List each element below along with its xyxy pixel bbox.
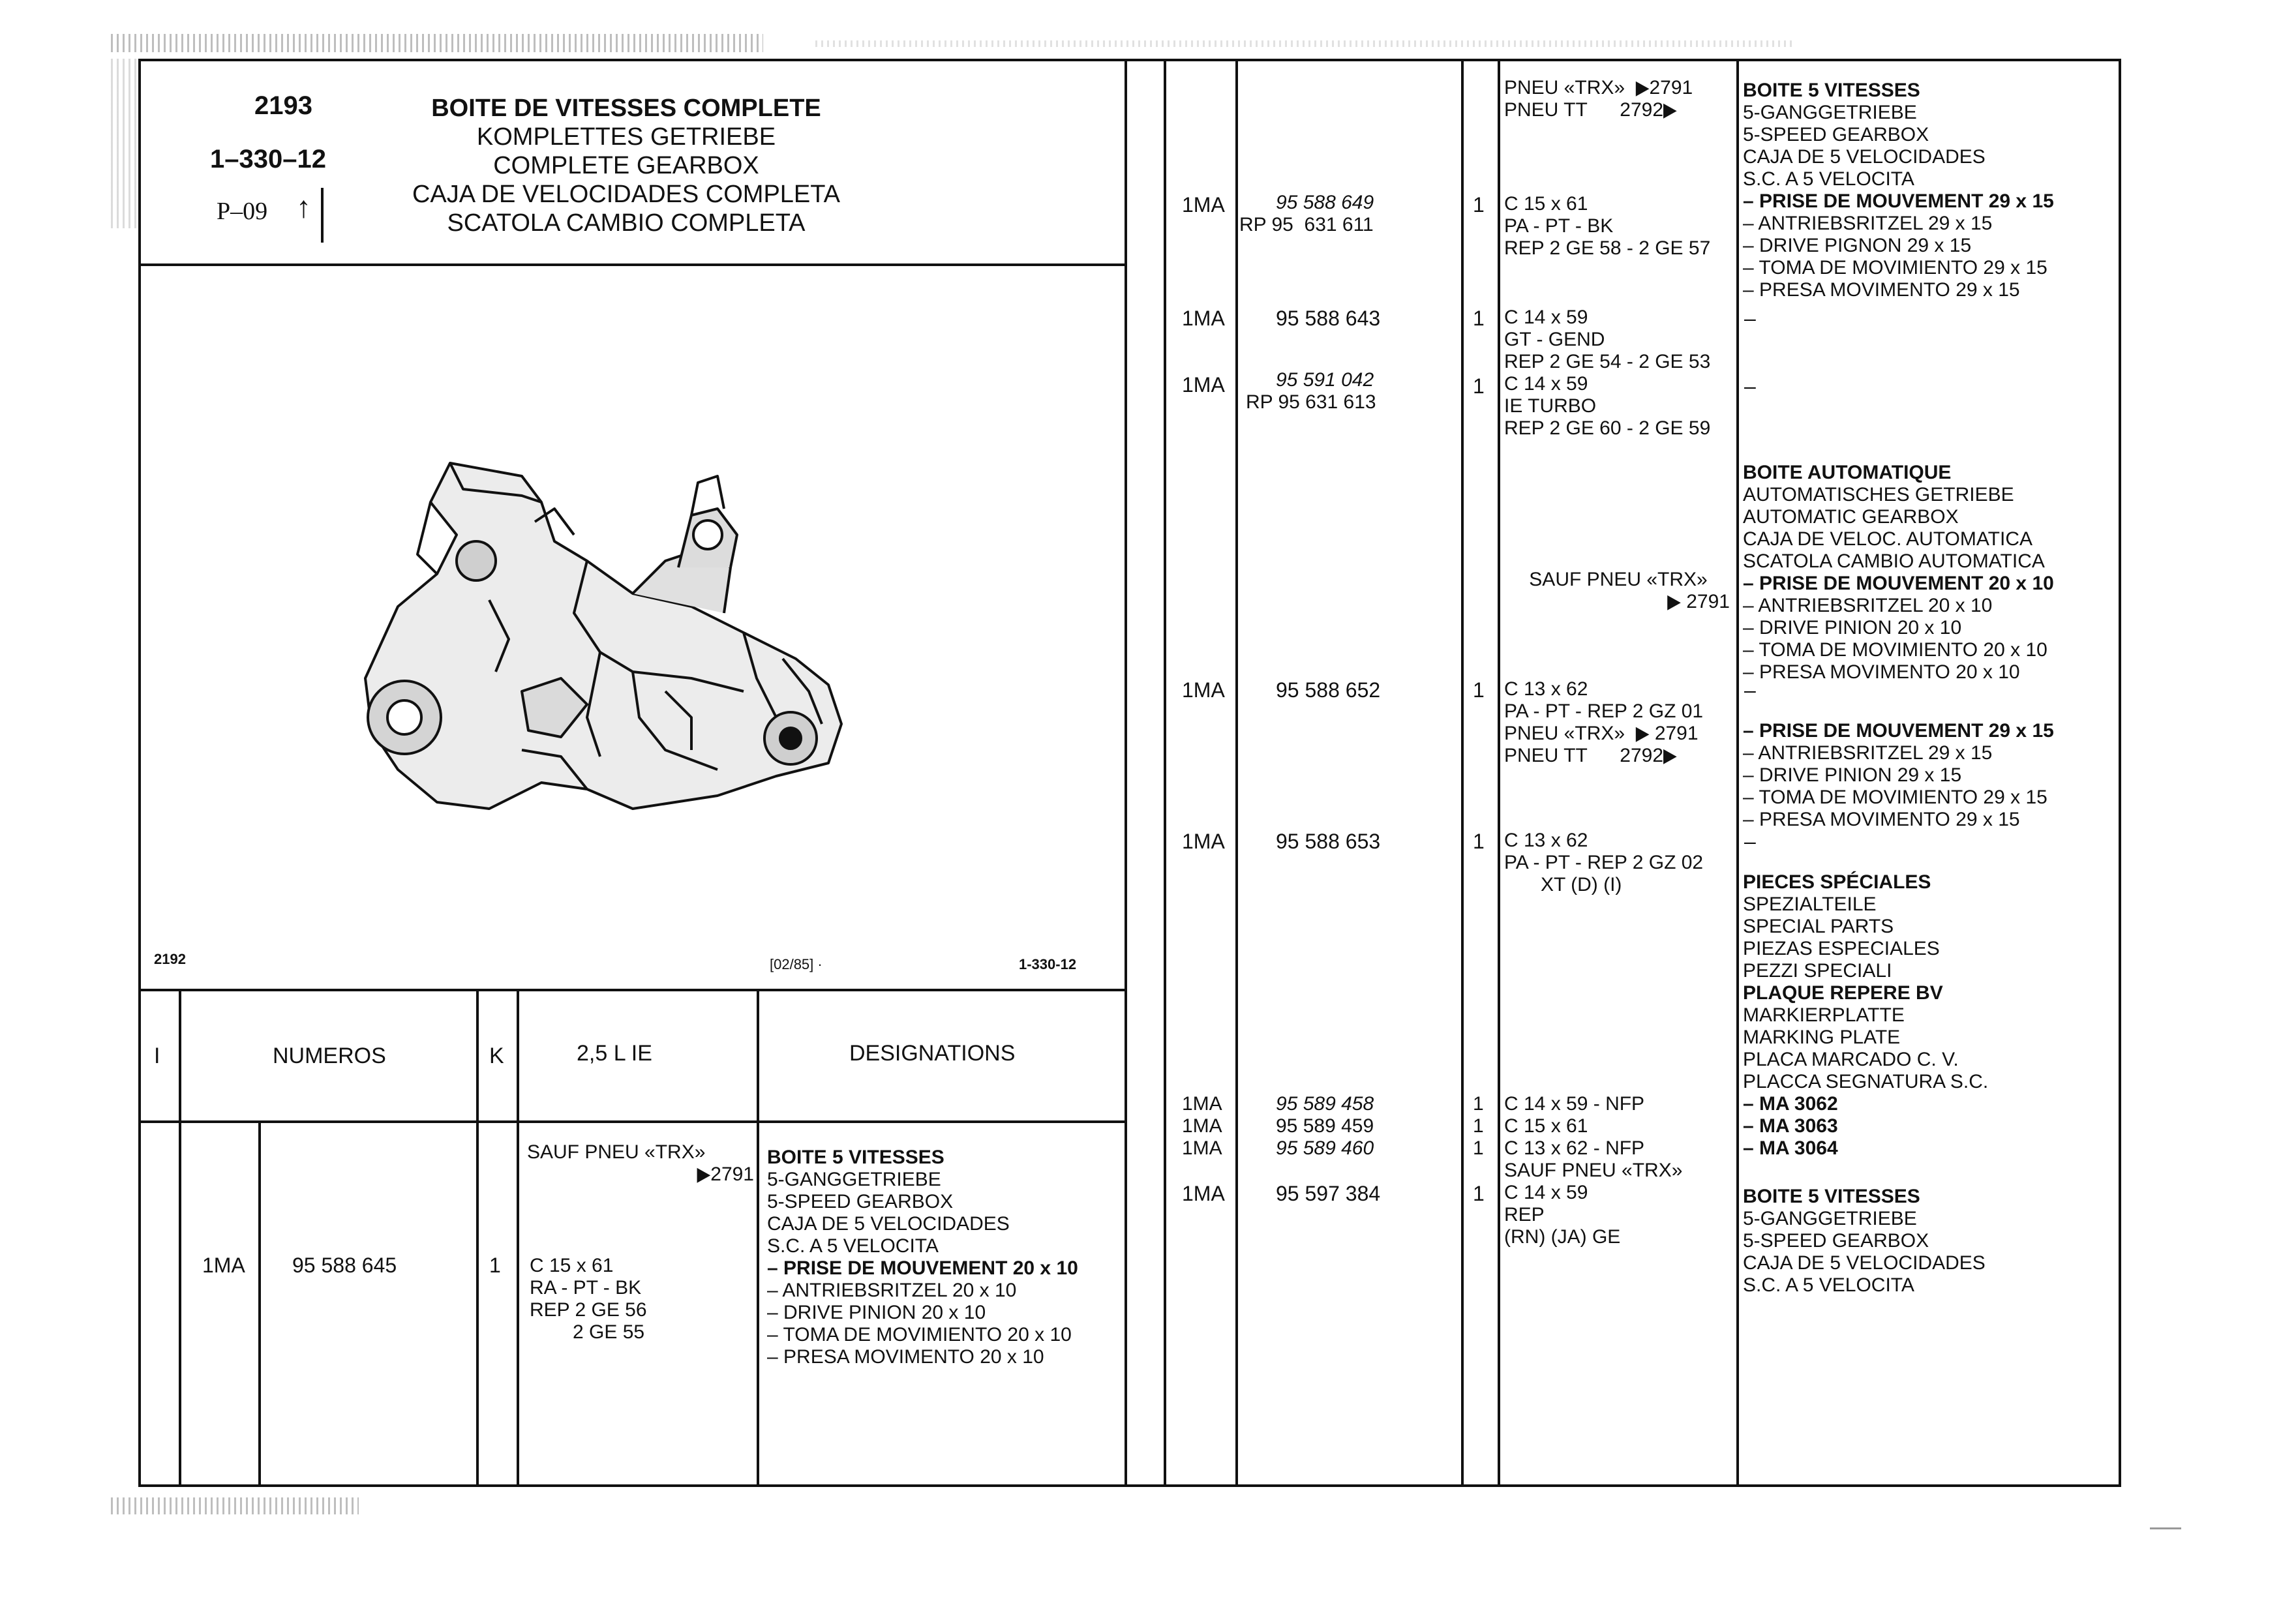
part-remarks — [1504, 373, 1732, 440]
designation-line: – ANTRIEBSRITZEL 29 x 15 — [1743, 213, 1993, 234]
designation-line: – MA 3062 — [1743, 1093, 1838, 1115]
designation-line: 5-SPEED GEARBOX — [1743, 1230, 1929, 1252]
part-code: 1MA — [1182, 1115, 1222, 1137]
designation-line: CAJA DE 5 VELOCIDADES — [1743, 1252, 1986, 1274]
designation-line: – ANTRIEBSRITZEL 20 x 10 — [1743, 595, 1993, 616]
designation-dash: – — [1744, 678, 1756, 702]
scan-noise-bottom — [111, 1497, 359, 1514]
part-remarks — [1504, 1182, 1732, 1248]
left-panel-right-border — [1125, 59, 1127, 1487]
plate-numbers — [1276, 1093, 1458, 1160]
row4-designation — [1743, 720, 2121, 831]
title-de: KOMPLETTES GETRIEBE — [476, 123, 776, 151]
title-es: CAJA DE VELOCIDADES COMPLETA — [412, 181, 841, 208]
part-qty: 1 — [1473, 1115, 1484, 1137]
designation-title: PIECES SPÉCIALES — [1743, 871, 1931, 893]
designation-line: – TOMA DE MOVIMIENTO 29 x 15 — [1743, 787, 2047, 808]
part-code: 1MA — [202, 1254, 245, 1277]
part-qty: 1 — [489, 1254, 501, 1277]
designation-title: PLAQUE REPERE BV — [1743, 982, 1943, 1004]
part-code: 1MA — [1182, 193, 1225, 217]
remark-line: C 14 x 59 — [1504, 1182, 1588, 1203]
designation-line: PIEZAS ESPECIALES — [1743, 938, 1940, 959]
part-code: 1MA — [1182, 1137, 1222, 1159]
title-it: SCATOLA CAMBIO COMPLETA — [447, 209, 806, 237]
designation-line: 5-GANGGETRIEBE — [1743, 1208, 1917, 1229]
right-col-sep-2 — [1235, 59, 1238, 1487]
right-top-designation — [1743, 80, 2121, 301]
remark-line: PA - PT - BK — [1504, 215, 1614, 237]
designation-line: – PRISE DE MOUVEMENT 20 x 10 — [767, 1257, 1078, 1279]
part-qty: 1 — [1473, 1137, 1484, 1159]
designation-line: PLACCA SEGNATURA S.C. — [1743, 1071, 1989, 1092]
remark-line: C 13 x 62 — [1504, 678, 1588, 700]
last-designation — [1743, 1186, 2121, 1297]
designation-line: – ANTRIEBSRITZEL 29 x 15 — [1743, 742, 1993, 764]
designation-line: 5-GANGGETRIEBE — [1743, 102, 1917, 123]
designation-line: AUTOMATISCHES GETRIEBE — [1743, 484, 2014, 505]
replacement-number: RP 95 631 611 — [1239, 214, 1374, 235]
designation-title: BOITE 5 VITESSES — [767, 1147, 944, 1168]
part-number: 95 597 384 — [1276, 1182, 1381, 1205]
designation-line: – TOMA DE MOVIMIENTO 20 x 10 — [1743, 639, 2047, 661]
part-qty: 1 — [1473, 678, 1485, 702]
designation-line: SPECIAL PARTS — [1743, 916, 1894, 937]
remark-line: C 13 x 62 — [1504, 830, 1588, 851]
designation-line: – DRIVE PINION 20 x 10 — [767, 1302, 986, 1323]
part-code: 1MA — [1182, 1093, 1222, 1115]
part-remarks — [530, 1255, 751, 1344]
remark-line: PNEU «TRX» ▶ 2791 — [1504, 723, 1699, 744]
designation-line: – TOMA DE MOVIMIENTO 29 x 15 — [1743, 257, 2047, 278]
remark-line: PNEU TT 2792▶ — [1504, 99, 1677, 121]
part-qty: 1 — [1473, 1182, 1485, 1205]
part-number: 95 589 459 — [1276, 1115, 1374, 1137]
scan-noise-top-right — [815, 40, 1794, 47]
right-top-remarks — [1504, 77, 1732, 121]
designation-line: – PRESA MOVIMENTO 20 x 10 — [767, 1346, 1044, 1368]
col-header-designations: DESIGNATIONS — [849, 1041, 1016, 1066]
condition-ref: ▶2791 — [697, 1164, 754, 1185]
col-header-numeros: NUMEROS — [273, 1044, 386, 1068]
remark-line: C 15 x 61 — [1504, 1115, 1588, 1137]
figure-number: 2193 — [254, 91, 312, 120]
right-col-sep-4 — [1498, 59, 1500, 1487]
plate-designations — [1743, 1093, 2121, 1160]
designation-line: – PRISE DE MOUVEMENT 29 x 15 — [1743, 190, 2054, 212]
scan-noise-left — [111, 59, 137, 228]
remark-line: 2 GE 55 — [573, 1321, 645, 1343]
designation-line: – PRISE DE MOUVEMENT 29 x 15 — [1743, 720, 2054, 742]
designation-dash: – — [1744, 307, 1756, 330]
part-number: 95 588 653 — [1276, 830, 1381, 853]
designation-line: – ANTRIEBSRITZEL 20 x 10 — [767, 1280, 1017, 1301]
col-header-i: I — [154, 1044, 160, 1068]
illustration-bottom-rule — [138, 989, 1127, 991]
part-remarks — [1504, 193, 1732, 260]
part-number: 95 589 460 — [1276, 1137, 1374, 1159]
designation-line: 5-SPEED GEARBOX — [1743, 124, 1929, 145]
left-col-sep-1 — [179, 989, 181, 1487]
part-remarks — [1504, 678, 1732, 767]
part-designation — [767, 1147, 1119, 1368]
remark-line: C 14 x 59 — [1504, 307, 1588, 328]
designation-title: BOITE 5 VITESSES — [1743, 80, 1920, 101]
designation-line: CAJA DE 5 VELOCIDADES — [767, 1213, 1010, 1235]
remark-line: XT (D) (I) — [1541, 874, 1622, 895]
left-col-sep-2 — [258, 1120, 261, 1487]
part-code: 1MA — [1182, 830, 1225, 853]
designation-line: MARKING PLATE — [1743, 1027, 1901, 1048]
remark-line: C 14 x 59 — [1504, 373, 1588, 395]
part-qty: 1 — [1473, 193, 1485, 217]
condition-text: SAUF PNEU «TRX» — [1504, 1160, 1683, 1181]
remark-line: C 15 x 61 — [530, 1255, 614, 1276]
remark-line: C 14 x 59 - NFP — [1504, 1093, 1645, 1115]
part-number: 95 588 649 — [1276, 192, 1374, 213]
designation-line: S.C. A 5 VELOCITA — [1743, 1274, 1914, 1296]
condition-text: SAUF PNEU «TRX» — [527, 1141, 706, 1163]
part-code: 1MA — [1182, 373, 1225, 397]
plate-codes — [1182, 1093, 1234, 1160]
remark-line: PNEU «TRX» ▶2791 — [1504, 77, 1693, 98]
remark-line: PA - PT - REP 2 GZ 02 — [1504, 852, 1704, 873]
designation-line: SPEZIALTEILE — [1743, 894, 1877, 915]
designation-line: PLACA MARCADO C. V. — [1743, 1049, 1959, 1070]
designation-line: – PRESA MOVIMENTO 29 x 15 — [1743, 279, 2020, 301]
part-condition — [527, 1141, 754, 1186]
illustration-date-stamp: [02/85] · — [770, 956, 823, 972]
designation-line: CAJA DE VELOC. AUTOMATICA — [1743, 528, 2032, 550]
part-remarks — [1504, 830, 1732, 896]
automatic-designation — [1743, 462, 2121, 683]
designation-line: – PRESA MOVIMENTO 29 x 15 — [1743, 809, 2020, 830]
plate-qtys — [1473, 1093, 1492, 1160]
remark-line: REP 2 GE 58 - 2 GE 57 — [1504, 237, 1711, 259]
designation-line: – MA 3064 — [1743, 1137, 1838, 1159]
illustration-ref-left: 2192 — [154, 951, 186, 967]
remark-line: GT - GEND — [1504, 329, 1605, 350]
special-parts-designation — [1743, 871, 2121, 1093]
group-bracket — [321, 188, 324, 243]
part-qty: 1 — [1473, 307, 1485, 330]
reference-number: 1–330–12 — [210, 145, 326, 173]
part-code: 1MA — [1182, 678, 1225, 702]
plate-remarks — [1504, 1093, 1732, 1182]
arrow-up-icon: ↑ — [296, 190, 311, 224]
title-fr: BOITE DE VITESSES COMPLETE — [431, 95, 821, 122]
part-number: 95 589 458 — [1276, 1093, 1374, 1115]
part-code: 1MA — [1182, 307, 1225, 330]
header-bottom-rule — [138, 263, 1127, 266]
designation-line: – DRIVE PINION 20 x 10 — [1743, 617, 1962, 638]
scan-noise-top — [111, 34, 763, 52]
remark-line: PNEU TT 2792▶ — [1504, 745, 1677, 766]
title-en: COMPLETE GEARBOX — [493, 152, 759, 179]
designation-line: S.C. A 5 VELOCITA — [1743, 168, 1914, 190]
part-number: 95 588 645 — [292, 1254, 397, 1277]
part-number: 95 591 042 — [1276, 369, 1374, 391]
condition-text: SAUF PNEU «TRX» — [1529, 569, 1708, 590]
remark-line: REP 2 GE 60 - 2 GE 59 — [1504, 417, 1711, 439]
replacement-number: RP 95 631 613 — [1246, 391, 1376, 413]
designation-line: S.C. A 5 VELOCITA — [767, 1235, 939, 1257]
part-number: 95 588 643 — [1276, 307, 1381, 330]
part-number-block — [1239, 192, 1461, 236]
condition-ref: ▶ 2791 — [1667, 591, 1730, 612]
margin-tick — [2150, 1527, 2181, 1529]
group-box — [209, 188, 326, 243]
designation-line: – PRISE DE MOUVEMENT 20 x 10 — [1743, 573, 2054, 594]
col-header-k: K — [489, 1044, 504, 1068]
designation-line: AUTOMATIC GEARBOX — [1743, 506, 1959, 528]
left-col-sep-3 — [476, 989, 479, 1487]
designation-line: – PRESA MOVIMENTO 20 x 10 — [1743, 661, 2020, 683]
part-code: 1MA — [1182, 1182, 1225, 1205]
designation-line: – DRIVE PINION 29 x 15 — [1743, 764, 1962, 786]
remark-line: REP 2 GE 56 — [530, 1299, 647, 1321]
designation-line: – TOMA DE MOVIMIENTO 20 x 10 — [767, 1324, 1072, 1345]
designation-line: MARKIERPLATTE — [1743, 1004, 1905, 1026]
page-title-block — [404, 94, 848, 237]
designation-dash: – — [1744, 830, 1756, 853]
col-header-model: 2,5 L IE — [577, 1041, 652, 1066]
designation-line: 5-SPEED GEARBOX — [767, 1191, 954, 1212]
designation-line: SCATOLA CAMBIO AUTOMATICA — [1743, 550, 2045, 572]
remark-line: PA - PT - REP 2 GZ 01 — [1504, 700, 1704, 722]
right-col-sep-5 — [1736, 59, 1739, 1487]
gearbox-illustration — [326, 443, 861, 822]
designation-title: BOITE AUTOMATIQUE — [1743, 462, 1952, 483]
remark-line: C 15 x 61 — [1504, 193, 1588, 215]
part-qty: 1 — [1473, 1093, 1484, 1115]
designation-line: CAJA DE 5 VELOCIDADES — [1743, 146, 1986, 168]
remark-line: (RN) (JA) GE — [1504, 1226, 1621, 1248]
designation-line: 5-GANGGETRIEBE — [767, 1169, 941, 1190]
illustration-ref-right: 1-330-12 — [1019, 956, 1077, 972]
designation-line: PEZZI SPECIALI — [1743, 960, 1892, 982]
right-col-sep-3 — [1461, 59, 1464, 1487]
automatic-condition — [1507, 569, 1730, 613]
remark-line: REP 2 GE 54 - 2 GE 53 — [1504, 351, 1711, 372]
part-number-block — [1239, 369, 1461, 413]
part-qty: 1 — [1473, 830, 1485, 853]
right-col-sep-1 — [1164, 59, 1166, 1487]
left-col-sep-4 — [517, 989, 519, 1487]
remark-line: C 13 x 62 - NFP — [1504, 1137, 1645, 1159]
designation-line: – MA 3063 — [1743, 1115, 1838, 1137]
part-remarks — [1504, 307, 1732, 373]
left-col-sep-5 — [757, 989, 759, 1487]
designation-line: – DRIVE PIGNON 29 x 15 — [1743, 235, 1972, 256]
table-head-bottom-rule — [138, 1120, 1127, 1123]
designation-title: BOITE 5 VITESSES — [1743, 1186, 1920, 1207]
part-qty: 1 — [1473, 374, 1485, 398]
part-number: 95 588 652 — [1276, 678, 1381, 702]
remark-line: REP — [1504, 1204, 1545, 1225]
designation-dash: – — [1744, 374, 1756, 398]
group-code: P–09 — [217, 198, 268, 225]
remark-line: RA - PT - BK — [530, 1277, 642, 1299]
remark-line: IE TURBO — [1504, 395, 1597, 417]
